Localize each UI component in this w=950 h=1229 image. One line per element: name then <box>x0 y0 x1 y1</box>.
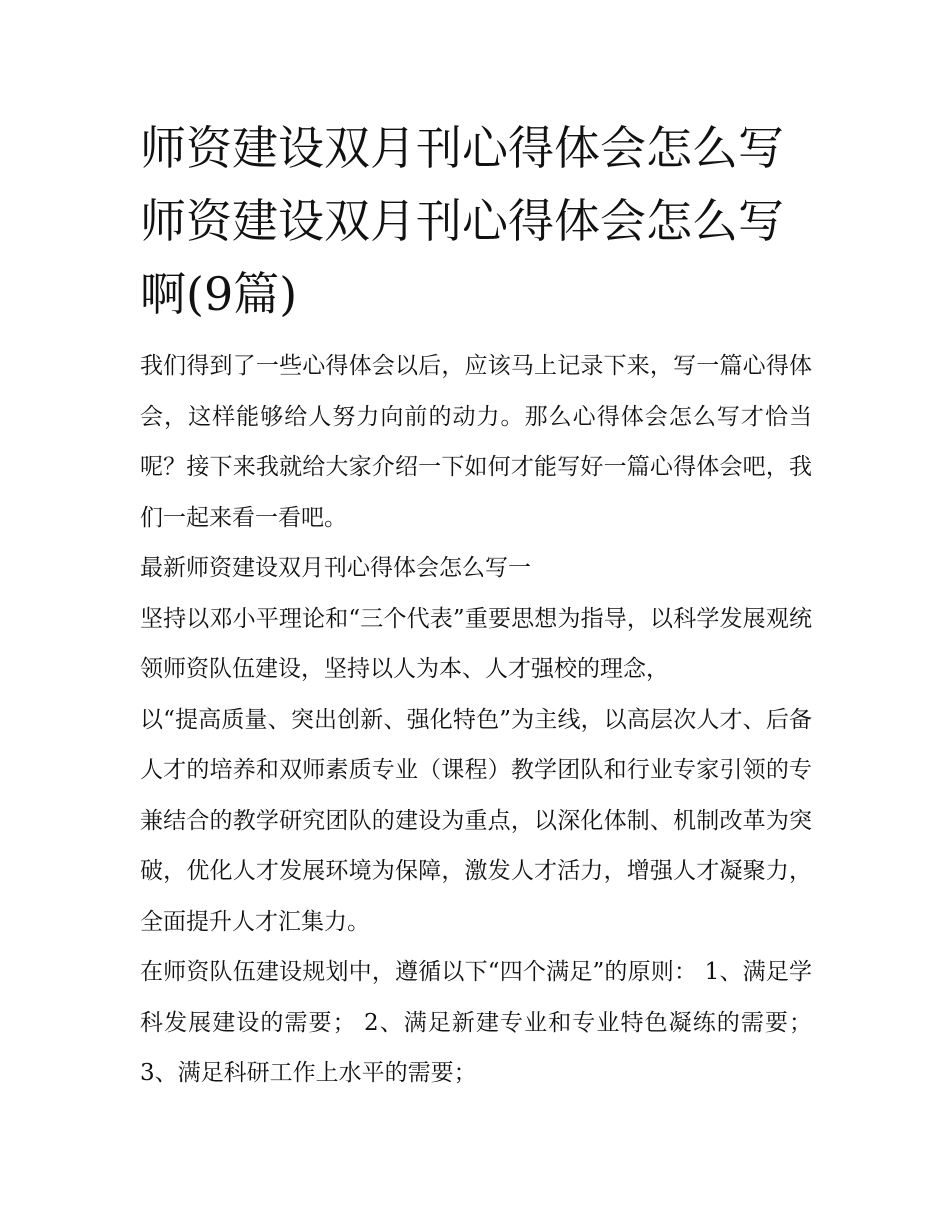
document-title: 师资建设双月刊心得体会怎么写 师资建设双月刊心得体会怎么写啊(9篇) <box>140 121 784 321</box>
document-body <box>140 341 812 1099</box>
paragraph-main-line: 以“提高质量、突出创新、强化特色”为主线，以高层次人才、后备人才的培养和双师素质专业（课程）教学团队和行业专家引领的专兼结合的教学研究团队的建设为重点，以深化体制、机制改革为突破，优化人才发展环境为保障，激发人才活力，增强人才凝聚力，全面提升人才汇集力。 <box>140 706 812 935</box>
document-content <box>140 112 812 1099</box>
paragraph-intro: 我们得到了一些心得体会以后，应该马上记录下来，写一篇心得体会，这样能够给人努力向前的动力。那么心得体会怎么写才恰当呢？接下来我就给大家介绍一下如何才能写好一篇心得体会吧，我们一起来看一看吧。 <box>140 353 812 531</box>
paragraph-principles: 在师资队伍建设规划中，遵循以下“四个满足”的原则： 1、满足学科发展建设的需要； 2、满足新建专业和专业特色凝练的需要； 3、满足科研工作上水平的需要； <box>140 959 812 1086</box>
paragraph-guiding-ideology: 坚持以邓小平理论和“三个代表”重要思想为指导，以科学发展观统领师资队伍建设，坚持以人为本、人才强校的理念， <box>140 605 812 682</box>
paragraph-section-heading: 最新师资建设双月刊心得体会怎么写一 <box>140 555 531 581</box>
